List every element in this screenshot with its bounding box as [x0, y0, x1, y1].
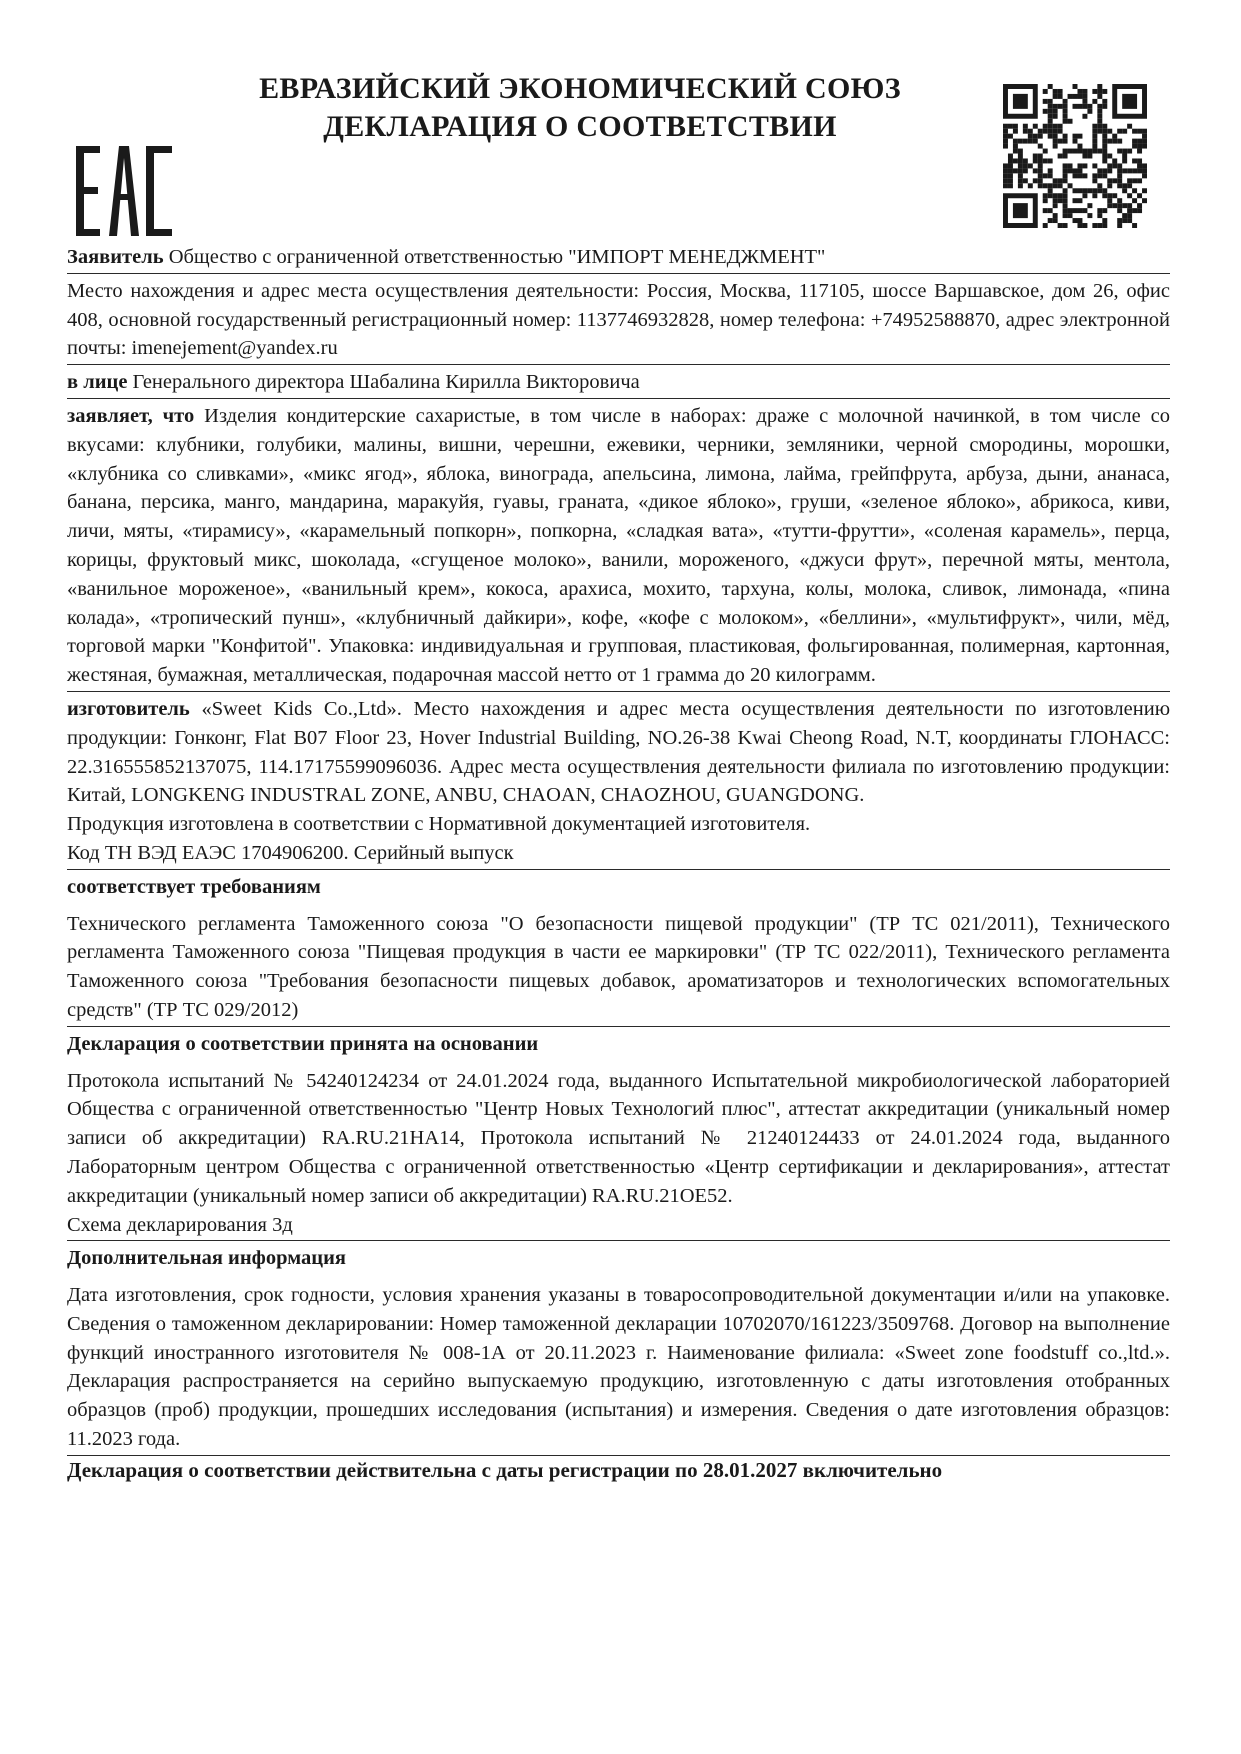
tn-ved-code: Код ТН ВЭД ЕАЭС 1704906200. Серийный выпуск — [67, 841, 514, 864]
additional-section — [67, 1244, 1170, 1456]
applicant-section — [67, 243, 1170, 274]
normative-docs: Продукция изготовлена в соответствии с Нормативной документацией изготовителя. — [67, 813, 811, 836]
requirements-value: Технического регламента Таможенного союза "О безопасности пищевой продукции" (ТР ТС 021/2011), Технического регламента Таможенного союза "Пищевая продукция в части ее маркировки" (ТР ТС 022/2011), Технического регламента Таможенного союза "Требования безопасности пищевых добавок, ароматизаторов и технологических вспомогательных средств" (ТР ТС 029/2012) — [67, 912, 1170, 1021]
additional-value: Дата изготовления, срок годности, условия хранения указаны в товаросопроводительной документации и/или на упаковке. Сведения о таможенном декларировании: Номер таможенной декларации 10702070/161223/3509768. Договор на выполнение функций иностранного изготовителя № 008-1А от 20.11.2023 г. Наименование филиала: «Sweet zone foodstuff co.,ltd.». Декларация распространяется на серийно выпускаемую продукцию, изготовленную с даты изготовления отобранных образцов (проб) продукции, прошедших исследования (испытания) и измерения. Сведения о дате изготовления образцов: 11.2023 года. — [67, 1284, 1170, 1451]
union-title: ЕВРАЗИЙСКИЙ ЭКОНОМИЧЕСКИЙ СОЮЗ — [259, 72, 901, 105]
document-title: ДЕКЛАРАЦИЯ О СООТВЕТСТВИИ — [323, 110, 837, 143]
address-value: Место нахождения и адрес места осуществления деятельности: Россия, Москва, 117105, шоссе Варшавское, дом 26, офис 408, основной государственный регистрационный номер: 1137746932828, номер телефона: +74952588870, адрес электронной почты: imenejement@yandex.ru — [67, 279, 1170, 360]
product-section — [67, 402, 1170, 692]
qr-code-icon — [1003, 84, 1147, 228]
basis-label: Декларация о соответствии принята на основании — [67, 1032, 539, 1055]
basis-value: Протокола испытаний № 54240124234 от 24.01.2024 года, выданного Испытательной микробиологической лабораторией Общества с ограниченной ответственностью "Центр Новых Технологий плюс", аттестат аккредитации (уникальный номер записи об аккредитации) RA.RU.21HA14, Протокола испытаний № 21240124433 от 24.01.2024 года, выданного Лабораторным центром Общества с ограниченной ответственностью «Центр сертификации и декларирования», аттестат аккредитации (уникальный номер записи об аккредитации) RA.RU.21OE52. — [67, 1069, 1170, 1207]
declaration-body — [67, 243, 1170, 1485]
basis-section — [67, 1030, 1170, 1242]
representative-value: Генерального директора Шабалина Кирилла Викторовича — [132, 371, 640, 394]
representative-section — [67, 368, 1170, 399]
requirements-section — [67, 873, 1170, 1027]
address-section — [67, 277, 1170, 365]
declares-label: заявляет, что — [67, 404, 195, 427]
eac-mark-icon — [76, 146, 172, 236]
manufacturer-section — [67, 695, 1170, 870]
product-description: Изделия кондитерские сахаристые, в том числе в наборах: драже с молочной начинкой, в том числе со вкусами: клубники, голубики, малины, вишни, черешни, ежевики, черники, земляники, черной смородины, морошки, «клубника со сливками», «микс ягод», яблока, винограда, апельсина, лимона, лайма, грейпфрута, арбуза, дыни, ананаса, банана, персика, манго, мандарина, маракуйя, гуавы, граната, «дикое яблоко», груши, «зеленое яблоко», абрикоса, киви, личи, мяты, «тирамису», «карамельный попкорн», попкорна, «сладкая вата», «тутти-фрутти», «соленая карамель», перца, корицы, фруктовый микс, шоколада, «сгущеное молоко», ванили, мороженого, «джуси фрут», перечной мяты, ментола, «ванильное мороженое», «ванильный крем», кокоса, арахиса, мохито, тархуна, колы, молока, сливок, лимонада, «пина колада», «тропический пунш», «клубничный дайкири», кофе, «кофе с молоком», «беллини», «мультифрукт», чили, мёд, торговой марки "Конфитой". Упаковка: индивидуальная и групповая, пластиковая, фольгированная, полимерная, картонная, жестяная, бумажная, металлическая, подарочная массой нетто от 1 грамма до 20 килограмм. — [67, 404, 1170, 687]
applicant-label: Заявитель — [67, 246, 164, 268]
validity-statement: Декларация о соответствии действительна с даты регистрации по 28.01.2027 включительно — [67, 1457, 943, 1482]
manufacturer-label: изготовитель — [67, 697, 190, 720]
document-header — [180, 70, 980, 146]
additional-label: Дополнительная информация — [67, 1247, 346, 1270]
requirements-label: соответствует требованиям — [67, 875, 321, 898]
manufacturer-value: «Sweet Kids Co.,Ltd». Место нахождения и адрес места осуществления деятельности по изготовлению продукции: Гонконг, Flat B07 Floor 23, Hover Industrial Building, NO.26-38 Kwai Cheong Road, N.T, координаты ГЛОНАСС: 22.316555852137075, 114.17175599096036. Адрес места осуществления деятельности филиала по изготовлению продукции: Китай, LONGKENG INDUSTRAL ZONE, ANBU, CHAOAN, CHAOZHOU, GUANGDONG. — [67, 697, 1171, 807]
applicant-value: Общество с ограниченной ответственностью "ИМПОРТ МЕНЕДЖМЕНТ" — [168, 246, 826, 268]
declaration-scheme: Схема декларирования 3д — [67, 1213, 293, 1236]
representative-label: в лице — [67, 371, 128, 394]
